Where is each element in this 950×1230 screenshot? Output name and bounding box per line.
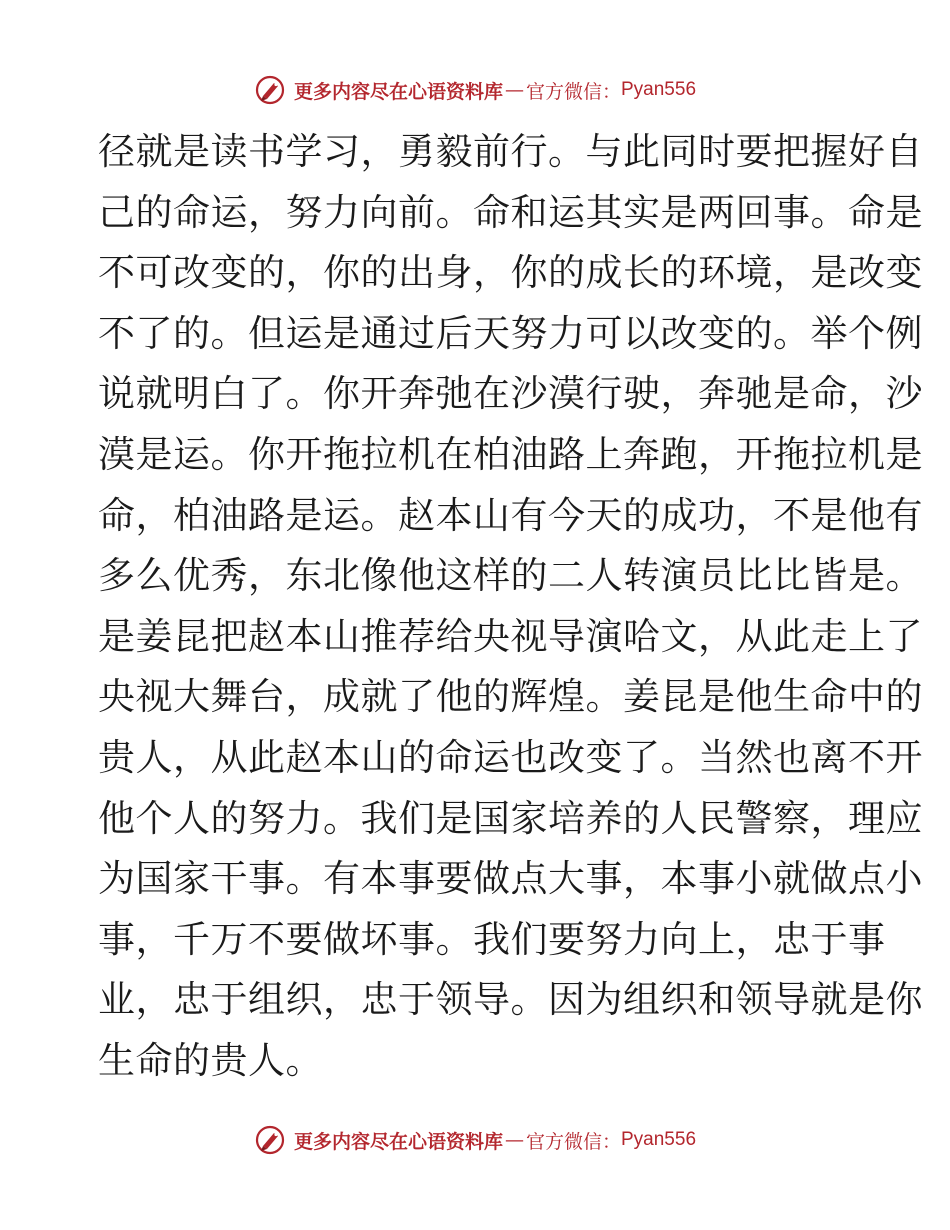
body-line: 说就明白了。你开奔弛在沙漠行驶，奔驰是命，沙 bbox=[98, 372, 923, 416]
body-line: 央视大舞台，成就了他的辉煌。姜昆是他生命中的 bbox=[98, 675, 923, 719]
watermark-wechat-id: Pyan556 bbox=[621, 79, 697, 100]
body-line: 他个人的努力。我们是国家培养的人民警察，理应 bbox=[98, 796, 923, 840]
body-line: 贵人，从此赵本山的命运也改变了。当然也离不开 bbox=[98, 735, 923, 779]
watermark-text bbox=[294, 1127, 696, 1154]
footer-watermark bbox=[0, 1120, 950, 1160]
watermark-lead: 更多内容尽在心语资料库 bbox=[293, 80, 503, 103]
watermark-tail: 官方微信： bbox=[525, 80, 621, 103]
body-line: 事，千万不要做坏事。我们要努力向上，忠于事 bbox=[98, 917, 886, 961]
watermark-text bbox=[294, 77, 696, 104]
body-line: 生命的贵人。 bbox=[98, 1038, 323, 1082]
body-line: 业，忠于组织，忠于领导。因为组织和领导就是你 bbox=[98, 978, 923, 1022]
body-line: 己的命运，努力向前。命和运其实是两回事。命是 bbox=[98, 190, 923, 234]
watermark-lead: 更多内容尽在心语资料库 bbox=[293, 1130, 503, 1153]
header-watermark bbox=[0, 70, 950, 110]
body-line: 径就是读书学习，勇毅前行。与此同时要把握好自 bbox=[98, 130, 923, 173]
watermark-separator: — bbox=[504, 1129, 524, 1151]
document-body bbox=[98, 122, 923, 1092]
red-pen-logo-icon bbox=[254, 1124, 286, 1156]
body-line: 命，柏油路是运。赵本山有今天的成功，不是他有 bbox=[98, 493, 923, 537]
body-line: 不了的。但运是通过后天努力可以改变的。举个例 bbox=[98, 311, 923, 355]
body-line: 多么优秀，东北像他这样的二人转演员比比皆是。 bbox=[98, 554, 923, 598]
red-pen-logo-icon bbox=[254, 74, 286, 106]
body-line: 为国家干事。有本事要做点大事，本事小就做点小 bbox=[98, 857, 923, 901]
watermark-wechat-id: Pyan556 bbox=[621, 1129, 697, 1150]
body-line: 漠是运。你开拖拉机在柏油路上奔跑，开拖拉机是 bbox=[98, 432, 923, 476]
body-line: 是姜昆把赵本山推荐给央视导演哈文，从此走上了 bbox=[98, 614, 923, 658]
watermark-separator: — bbox=[504, 79, 524, 101]
body-line: 不可改变的，你的出身，你的成长的环境，是改变 bbox=[98, 251, 923, 295]
watermark-tail: 官方微信： bbox=[525, 1130, 621, 1153]
